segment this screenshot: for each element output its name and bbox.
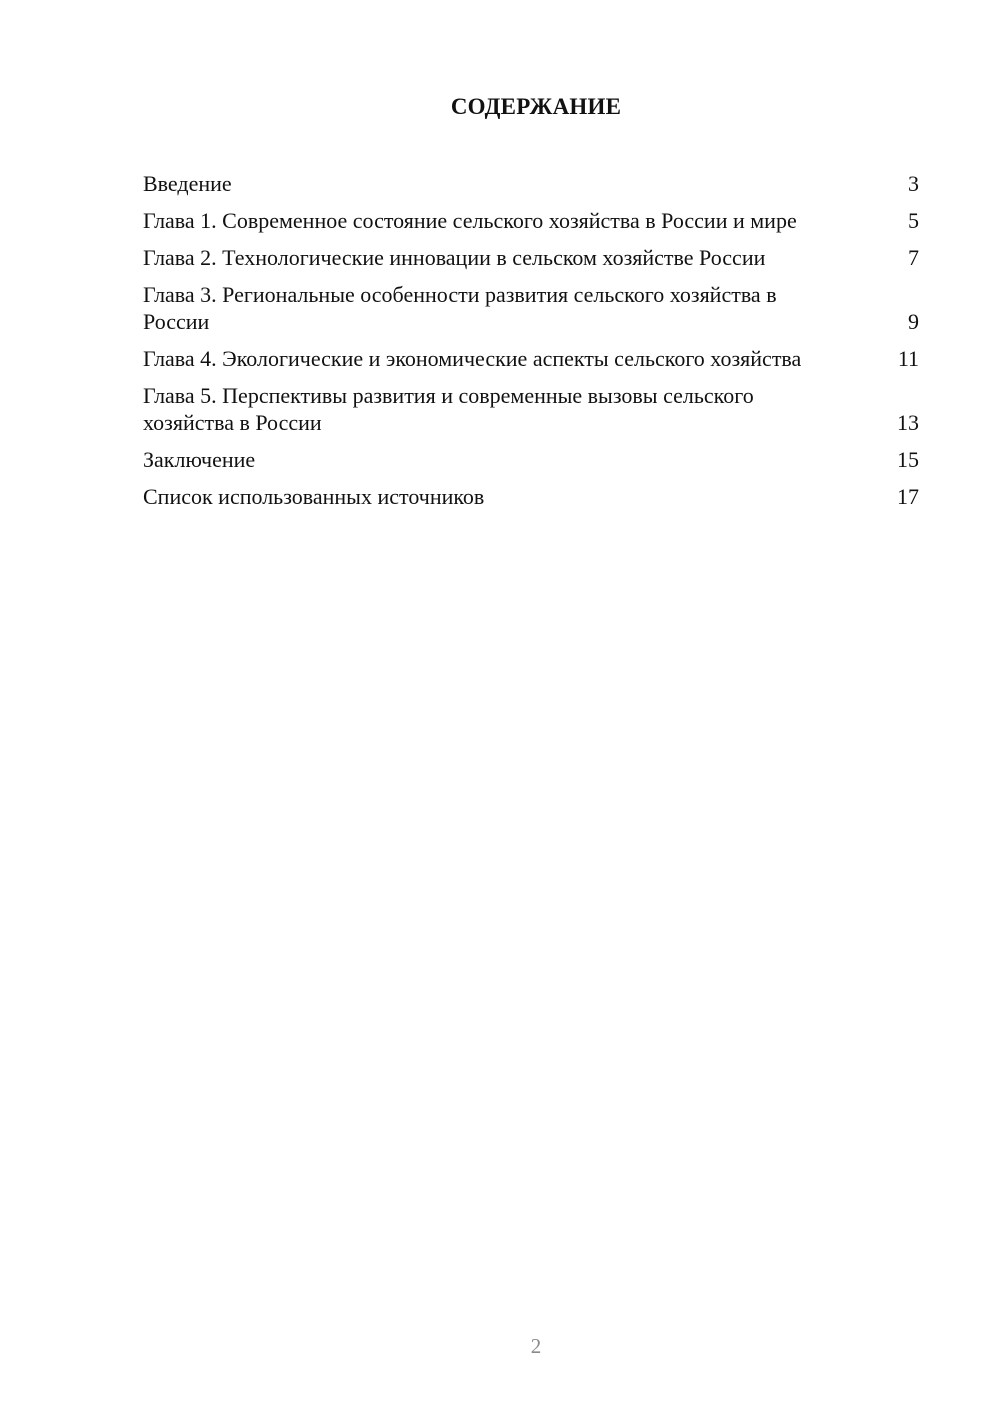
toc-entry-title: Глава 5. Перспективы развития и современные вызовы сельского хозяйства в России — [143, 383, 754, 435]
toc-entry-page: 5 — [908, 208, 919, 233]
toc-entry-title: Глава 4. Экологические и экономические аспекты сельского хозяйства — [143, 346, 802, 371]
toc-entry-chapter-4[interactable] — [143, 345, 919, 372]
toc-entry-title: Введение — [143, 171, 232, 196]
toc-entry-chapter-3[interactable] — [143, 281, 919, 335]
toc-entry-page: 9 — [908, 309, 919, 334]
toc-entry-title: Глава 1. Современное состояние сельского хозяйства в России и мире — [143, 208, 797, 233]
toc-entry-page: 11 — [897, 346, 919, 371]
toc-entry-chapter-1[interactable] — [143, 207, 919, 234]
toc-entry-title: Список использованных источников — [143, 484, 485, 509]
toc-entry-page: 7 — [908, 245, 919, 270]
toc-entry-chapter-2[interactable] — [143, 244, 919, 271]
toc-entry-conclusion[interactable] — [143, 446, 919, 473]
toc-entry-title: Глава 3. Региональные особенности развития сельского хозяйства в России — [143, 282, 777, 334]
toc-entry-introduction[interactable] — [143, 170, 919, 197]
page-number: 2 — [530, 1334, 542, 1358]
toc-entry-chapter-5[interactable] — [143, 382, 919, 436]
toc-entry-references[interactable] — [143, 483, 919, 510]
toc-entry-page: 3 — [908, 171, 919, 196]
toc-entry-title: Заключение — [143, 447, 256, 472]
toc-entry-page: 17 — [897, 484, 919, 509]
toc-entry-page: 15 — [897, 447, 919, 472]
page-title: СОДЕРЖАНИЕ — [450, 94, 622, 119]
toc-entry-page: 13 — [897, 410, 919, 435]
table-of-contents — [143, 170, 919, 520]
toc-entry-title: Глава 2. Технологические инновации в сельском хозяйстве России — [143, 245, 766, 270]
